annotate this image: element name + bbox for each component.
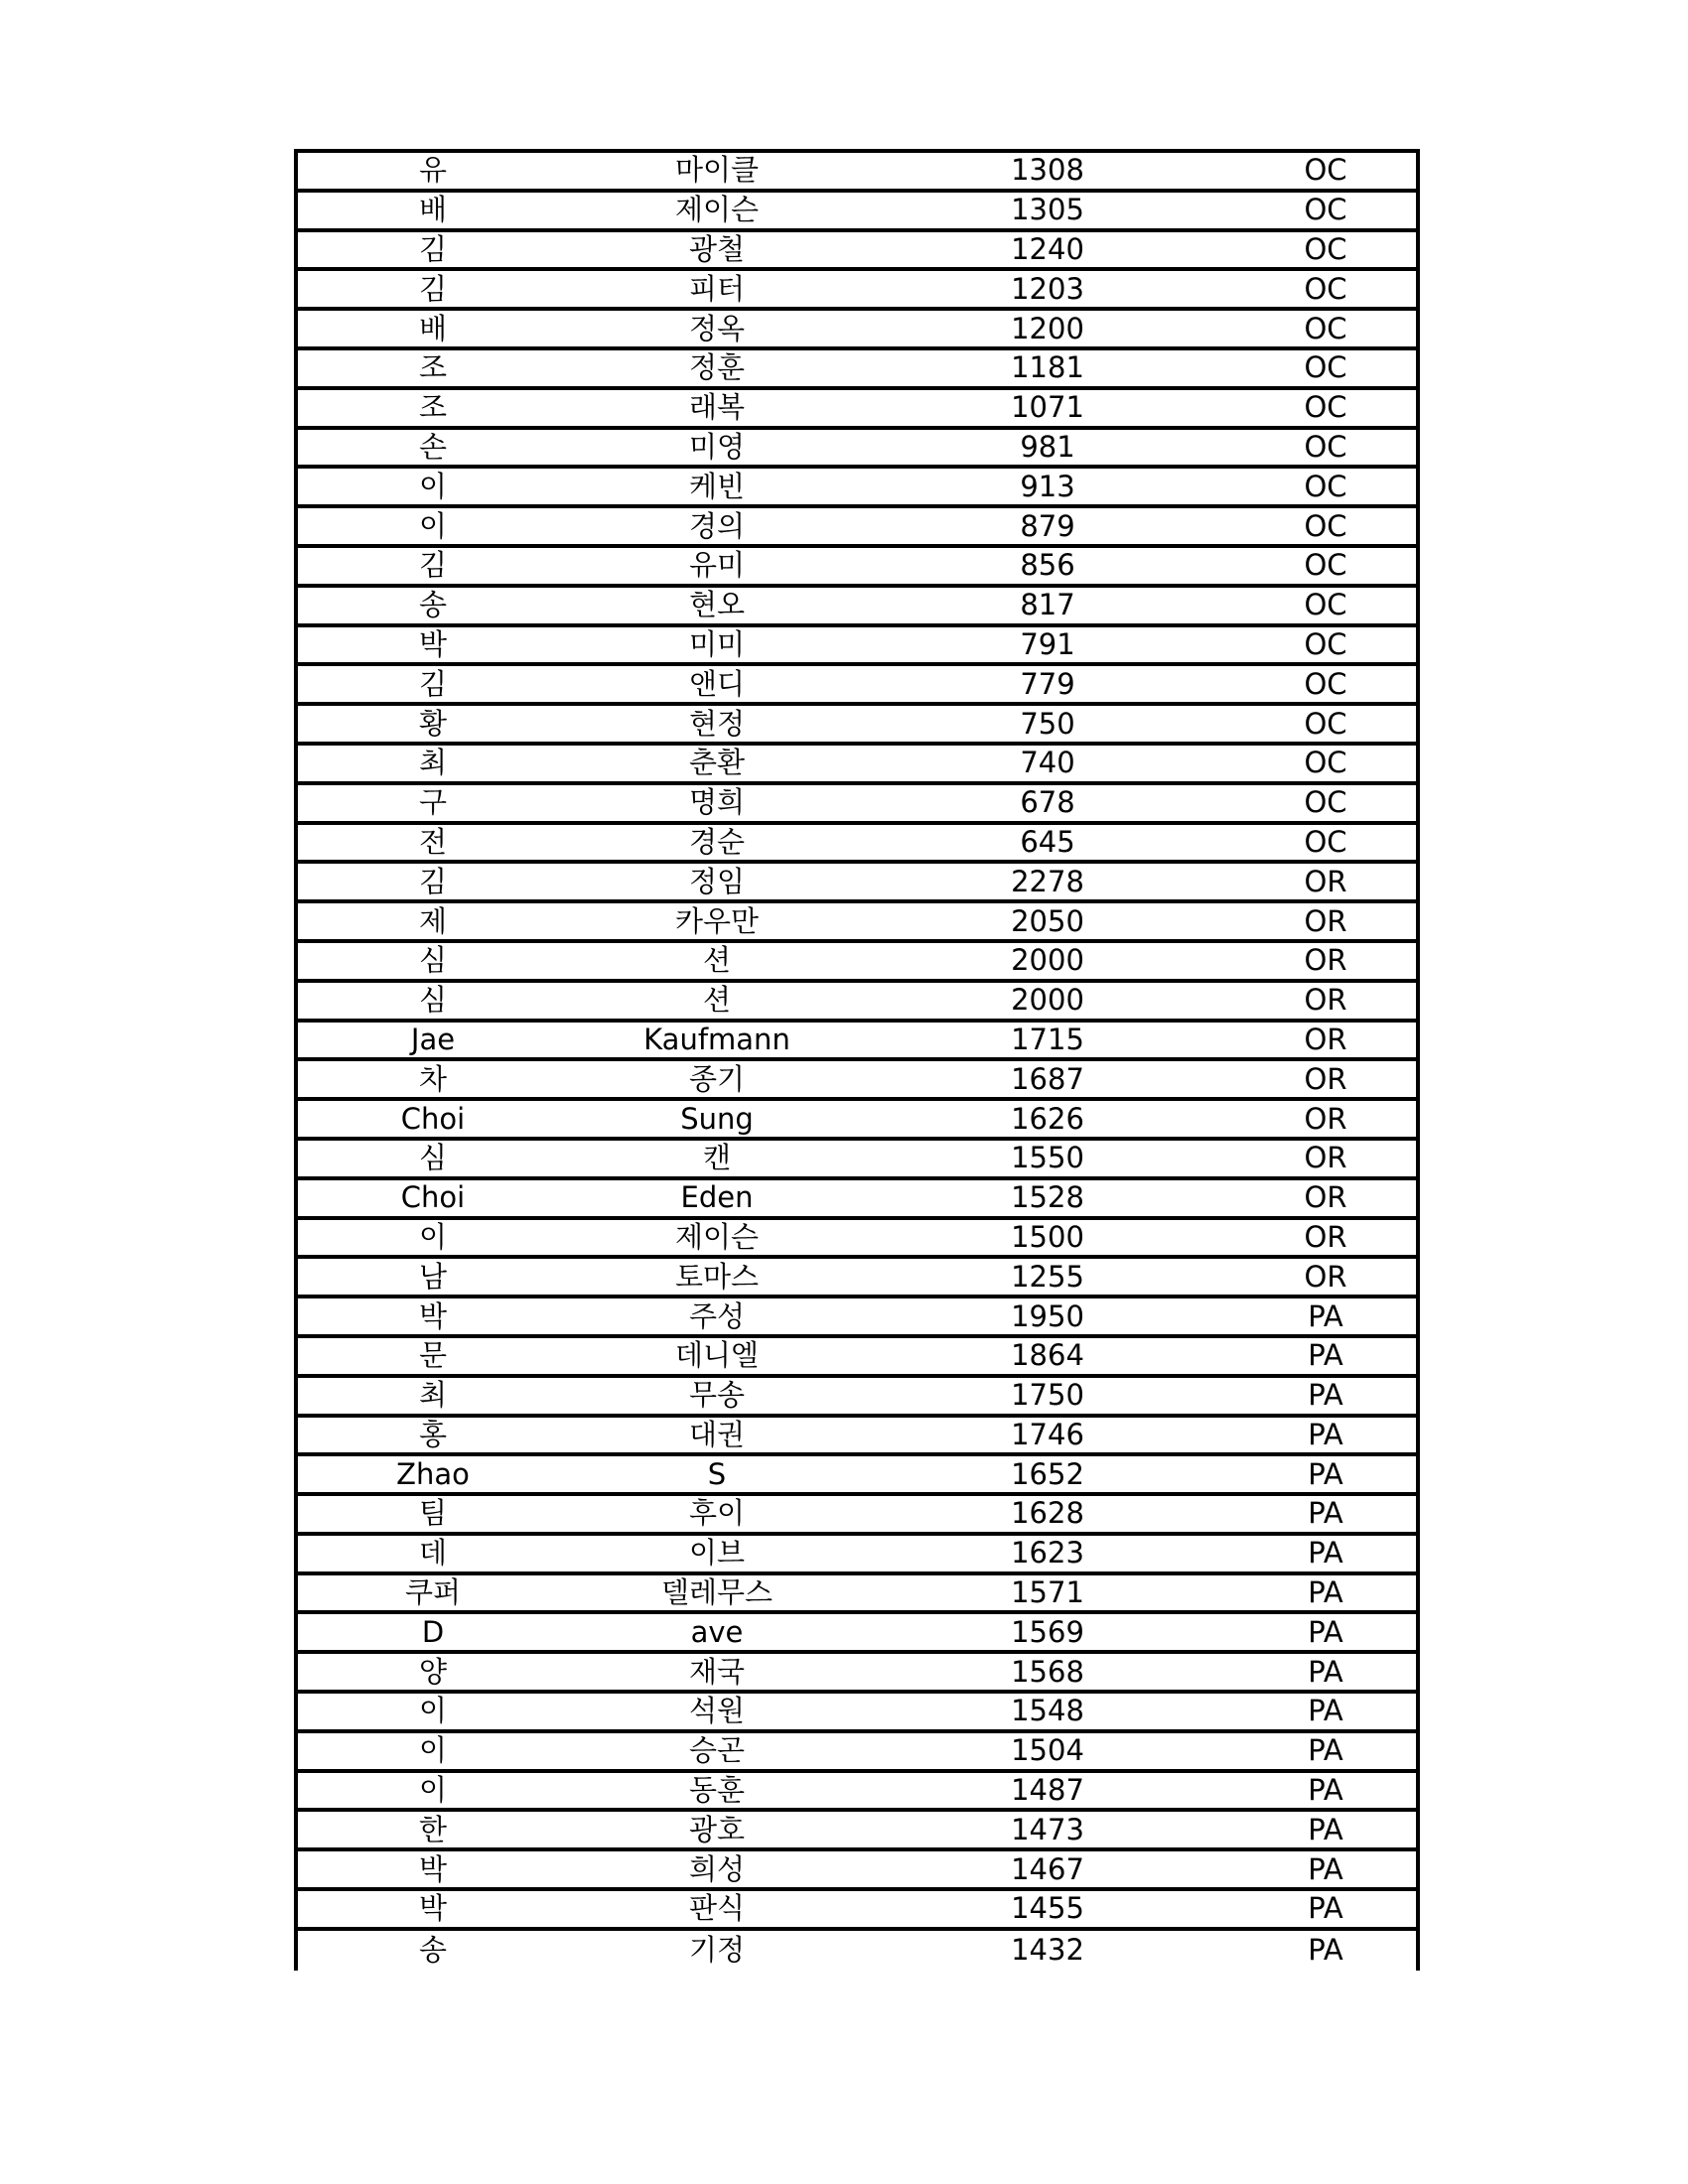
last-name-cell: 양 — [418, 1654, 447, 1689]
last-name-cell: 배 — [418, 311, 447, 345]
last-name-cell: 박 — [418, 1298, 447, 1333]
region-cell: PA — [1308, 1654, 1343, 1689]
score-cell: 1473 — [1011, 1812, 1084, 1846]
score-cell: 740 — [1020, 746, 1075, 780]
table-row — [298, 706, 1416, 746]
table-row — [298, 1851, 1416, 1891]
table-row — [298, 1614, 1416, 1654]
score-cell: 1569 — [1011, 1614, 1084, 1649]
region-cell: OC — [1304, 626, 1347, 661]
last-name-cell: Choi — [400, 1180, 466, 1215]
score-cell: 879 — [1020, 508, 1075, 543]
region-cell: PA — [1308, 1614, 1343, 1649]
last-name-cell: 배 — [418, 193, 447, 227]
table-row — [298, 1101, 1416, 1141]
first-name-cell: 후이 — [688, 1496, 746, 1531]
region-cell: OC — [1304, 350, 1347, 385]
score-cell: 1626 — [1011, 1101, 1084, 1136]
score-cell: 1432 — [1011, 1933, 1084, 1968]
last-name-cell: 이 — [418, 1733, 447, 1768]
last-name-cell: 김 — [418, 864, 447, 898]
first-name-cell: 춘환 — [688, 746, 746, 780]
table-row — [298, 1536, 1416, 1575]
first-name-cell: 현정 — [688, 706, 746, 741]
table-row — [298, 1061, 1416, 1101]
last-name-cell: 송 — [418, 1933, 447, 1968]
score-cell: 1628 — [1011, 1496, 1084, 1531]
last-name-cell: 김 — [418, 271, 447, 306]
table-row — [298, 469, 1416, 508]
first-name-cell: 제이슨 — [674, 1219, 760, 1254]
table-row — [298, 350, 1416, 390]
score-cell: 2050 — [1011, 903, 1084, 938]
table-row — [298, 430, 1416, 470]
region-cell: OC — [1304, 824, 1347, 859]
first-name-cell: 광철 — [688, 231, 746, 266]
last-name-cell: 제 — [418, 903, 447, 938]
last-name-cell: 박 — [418, 626, 447, 661]
score-cell: 1623 — [1011, 1536, 1084, 1570]
first-name-cell: 미미 — [688, 626, 746, 661]
score-cell: 1240 — [1011, 231, 1084, 266]
last-name-cell: Jae — [410, 1022, 456, 1056]
score-cell: 791 — [1020, 626, 1075, 661]
score-cell: 1071 — [1011, 390, 1084, 425]
score-cell: 981 — [1020, 429, 1075, 464]
region-cell: PA — [1308, 1496, 1343, 1531]
last-name-cell: 최 — [418, 1378, 447, 1413]
region-cell: OC — [1304, 508, 1347, 543]
score-cell: 1181 — [1011, 350, 1084, 385]
first-name-cell: 래복 — [688, 390, 746, 425]
table-row — [298, 1418, 1416, 1457]
region-cell: OR — [1304, 1101, 1347, 1136]
last-name-cell: 이 — [418, 508, 447, 543]
first-name-cell: 판식 — [688, 1891, 746, 1926]
first-name-cell: 카우만 — [674, 903, 760, 938]
region-cell: OC — [1304, 429, 1347, 464]
region-cell: OR — [1304, 1061, 1347, 1096]
table-row — [298, 1220, 1416, 1260]
region-cell: OR — [1304, 943, 1347, 978]
region-cell: OC — [1304, 548, 1347, 583]
table-row — [298, 1931, 1416, 1971]
region-cell: PA — [1308, 1812, 1343, 1846]
score-cell: 1687 — [1011, 1061, 1084, 1096]
table-row — [298, 864, 1416, 903]
table-row — [298, 588, 1416, 627]
score-cell: 1571 — [1011, 1575, 1084, 1610]
last-name-cell: 심 — [418, 1141, 447, 1175]
score-cell: 856 — [1020, 548, 1075, 583]
last-name-cell: 이 — [418, 469, 447, 503]
region-cell: PA — [1308, 1851, 1343, 1886]
score-cell: 678 — [1020, 785, 1075, 820]
last-name-cell: 팀 — [418, 1496, 447, 1531]
first-name-cell: 종기 — [688, 1061, 746, 1096]
last-name-cell: 구 — [418, 785, 447, 820]
last-name-cell: 박 — [418, 1851, 447, 1886]
last-name-cell: 이 — [418, 1694, 447, 1728]
table-row — [298, 1654, 1416, 1694]
table-row — [298, 983, 1416, 1023]
first-name-cell: 토마스 — [674, 1259, 760, 1294]
table-row — [298, 825, 1416, 865]
region-cell: OR — [1304, 983, 1347, 1018]
last-name-cell: 전 — [418, 824, 447, 859]
table-row — [298, 193, 1416, 232]
region-cell: PA — [1308, 1575, 1343, 1610]
last-name-cell: 이 — [418, 1219, 447, 1254]
first-name-cell: 명희 — [688, 785, 746, 820]
region-cell: OR — [1304, 1180, 1347, 1215]
region-cell: PA — [1308, 1456, 1343, 1491]
region-cell: OC — [1304, 271, 1347, 306]
region-cell: PA — [1308, 1378, 1343, 1413]
region-cell: OC — [1304, 231, 1347, 266]
score-cell: 817 — [1020, 588, 1075, 622]
table-row — [298, 508, 1416, 548]
table-row — [298, 903, 1416, 943]
last-name-cell: 손 — [418, 429, 447, 464]
first-name-cell: 피터 — [688, 271, 746, 306]
table-row — [298, 1773, 1416, 1813]
last-name-cell: 이 — [418, 1773, 447, 1808]
table-row — [298, 1891, 1416, 1931]
table-row — [298, 1812, 1416, 1851]
score-cell: 1255 — [1011, 1259, 1084, 1294]
score-cell: 1715 — [1011, 1022, 1084, 1056]
table-row — [298, 1456, 1416, 1496]
score-cell: 913 — [1020, 469, 1075, 503]
last-name-cell: 조 — [418, 390, 447, 425]
table-row — [298, 232, 1416, 272]
first-name-cell: 현오 — [688, 588, 746, 622]
region-cell: OC — [1304, 666, 1347, 701]
score-cell: 1504 — [1011, 1733, 1084, 1768]
last-name-cell: 조 — [418, 350, 447, 385]
first-name-cell: S — [707, 1456, 727, 1491]
region-cell: OC — [1304, 746, 1347, 780]
table-row — [298, 153, 1416, 193]
region-cell: OR — [1304, 1141, 1347, 1175]
score-cell: 1746 — [1011, 1417, 1084, 1451]
first-name-cell: 정임 — [688, 864, 746, 898]
table-row — [298, 627, 1416, 667]
first-name-cell: 제이슨 — [674, 193, 760, 227]
last-name-cell: D — [421, 1614, 445, 1649]
last-name-cell: 송 — [418, 588, 447, 622]
region-cell: PA — [1308, 1933, 1343, 1968]
last-name-cell: 홍 — [418, 1417, 447, 1451]
score-cell: 1308 — [1011, 153, 1084, 188]
score-cell: 2000 — [1011, 943, 1084, 978]
region-cell: OR — [1304, 1022, 1347, 1056]
first-name-cell: 재국 — [688, 1654, 746, 1689]
table-row — [298, 666, 1416, 706]
first-name-cell: 주성 — [688, 1298, 746, 1333]
first-name-cell: 무송 — [688, 1378, 746, 1413]
score-cell: 1203 — [1011, 271, 1084, 306]
first-name-cell: 데니엘 — [674, 1338, 760, 1373]
score-cell: 1568 — [1011, 1654, 1084, 1689]
last-name-cell: Choi — [400, 1101, 466, 1136]
score-cell: 1652 — [1011, 1456, 1084, 1491]
last-name-cell: 남 — [418, 1259, 447, 1294]
last-name-cell: 김 — [418, 548, 447, 583]
first-name-cell: 정훈 — [688, 350, 746, 385]
region-cell: OR — [1304, 1259, 1347, 1294]
table-row — [298, 1141, 1416, 1180]
first-name-cell: 앤디 — [688, 666, 746, 701]
region-cell: OC — [1304, 153, 1347, 188]
first-name-cell: 광호 — [688, 1812, 746, 1846]
region-cell: PA — [1308, 1694, 1343, 1728]
last-name-cell: 김 — [418, 666, 447, 701]
region-cell: PA — [1308, 1536, 1343, 1570]
region-cell: PA — [1308, 1417, 1343, 1451]
table-row — [298, 1733, 1416, 1773]
data-table — [294, 149, 1420, 1971]
first-name-cell: 대권 — [688, 1417, 746, 1451]
first-name-cell: 션 — [702, 983, 731, 1018]
region-cell: OR — [1304, 1219, 1347, 1254]
score-cell: 645 — [1020, 824, 1075, 859]
last-name-cell: 김 — [418, 231, 447, 266]
table-row — [298, 1338, 1416, 1378]
first-name-cell: 미영 — [688, 429, 746, 464]
score-cell: 1500 — [1011, 1219, 1084, 1254]
first-name-cell: ave — [690, 1614, 744, 1649]
region-cell: PA — [1308, 1773, 1343, 1808]
first-name-cell: 승곤 — [688, 1733, 746, 1768]
region-cell: OC — [1304, 588, 1347, 622]
first-name-cell: 석원 — [688, 1694, 746, 1728]
score-cell: 1548 — [1011, 1694, 1084, 1728]
score-cell: 1864 — [1011, 1338, 1084, 1373]
table-row — [298, 271, 1416, 311]
table-row — [298, 1180, 1416, 1220]
first-name-cell: 마이클 — [674, 153, 760, 188]
score-cell: 2278 — [1011, 864, 1084, 898]
region-cell: OC — [1304, 706, 1347, 741]
table-row — [298, 785, 1416, 825]
table-row — [298, 311, 1416, 350]
score-cell: 1455 — [1011, 1891, 1084, 1926]
region-cell: PA — [1308, 1891, 1343, 1926]
table-row — [298, 1694, 1416, 1733]
score-cell: 1950 — [1011, 1298, 1084, 1333]
first-name-cell: Sung — [680, 1101, 754, 1136]
score-cell: 750 — [1020, 706, 1075, 741]
first-name-cell: 경순 — [688, 824, 746, 859]
table-row — [298, 390, 1416, 430]
region-cell: PA — [1308, 1733, 1343, 1768]
table-row — [298, 1575, 1416, 1615]
region-cell: OR — [1304, 864, 1347, 898]
last-name-cell: 쿠퍼 — [404, 1575, 462, 1610]
score-cell: 1750 — [1011, 1378, 1084, 1413]
region-cell: OC — [1304, 390, 1347, 425]
first-name-cell: Kaufmann — [643, 1022, 790, 1056]
score-cell: 2000 — [1011, 983, 1084, 1018]
first-name-cell: 기정 — [688, 1933, 746, 1968]
last-name-cell: 심 — [418, 943, 447, 978]
region-cell: OC — [1304, 469, 1347, 503]
first-name-cell: Eden — [680, 1180, 754, 1215]
first-name-cell: 희성 — [688, 1851, 746, 1886]
first-name-cell: 션 — [702, 943, 731, 978]
region-cell: PA — [1308, 1338, 1343, 1373]
score-cell: 1550 — [1011, 1141, 1084, 1175]
last-name-cell: 한 — [418, 1812, 447, 1846]
score-cell: 1487 — [1011, 1773, 1084, 1808]
last-name-cell: 문 — [418, 1338, 447, 1373]
last-name-cell: 데 — [418, 1536, 447, 1570]
first-name-cell: 정옥 — [688, 311, 746, 345]
table-row — [298, 1023, 1416, 1062]
last-name-cell: 유 — [418, 153, 447, 188]
table-row — [298, 1378, 1416, 1418]
table-row — [298, 746, 1416, 785]
table-row — [298, 943, 1416, 983]
score-cell: 779 — [1020, 666, 1075, 701]
table-row — [298, 548, 1416, 588]
last-name-cell: 황 — [418, 706, 447, 741]
first-name-cell: 유미 — [688, 548, 746, 583]
first-name-cell: 케빈 — [688, 469, 746, 503]
last-name-cell: 박 — [418, 1891, 447, 1926]
first-name-cell: 동훈 — [688, 1773, 746, 1808]
score-cell: 1305 — [1011, 193, 1084, 227]
region-cell: PA — [1308, 1298, 1343, 1333]
score-cell: 1528 — [1011, 1180, 1084, 1215]
region-cell: OC — [1304, 311, 1347, 345]
region-cell: OR — [1304, 903, 1347, 938]
first-name-cell: 경의 — [688, 508, 746, 543]
score-cell: 1467 — [1011, 1851, 1084, 1886]
last-name-cell: Zhao — [396, 1456, 470, 1491]
region-cell: OC — [1304, 193, 1347, 227]
first-name-cell: 델레무스 — [660, 1575, 774, 1610]
table-row — [298, 1496, 1416, 1536]
last-name-cell: 최 — [418, 746, 447, 780]
last-name-cell: 차 — [418, 1061, 447, 1096]
table-row — [298, 1259, 1416, 1298]
first-name-cell: 이브 — [688, 1536, 746, 1570]
last-name-cell: 심 — [418, 983, 447, 1018]
score-cell: 1200 — [1011, 311, 1084, 345]
region-cell: OC — [1304, 785, 1347, 820]
first-name-cell: 캔 — [702, 1141, 731, 1175]
table-row — [298, 1298, 1416, 1338]
